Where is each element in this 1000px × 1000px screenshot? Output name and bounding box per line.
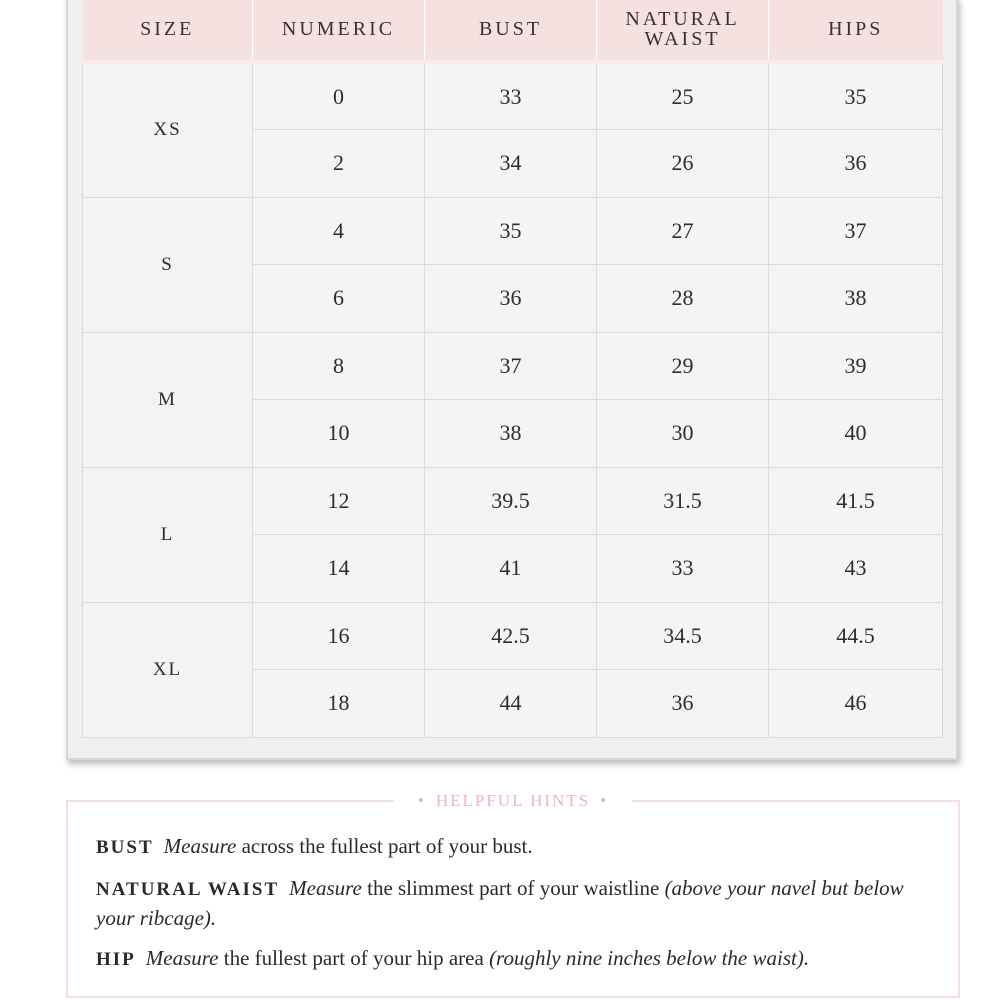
hint-note: (above your navel but below your ribcage).	[96, 876, 904, 930]
hint-note: (roughly nine inches below the waist).	[489, 946, 810, 970]
hips-cell: 37	[769, 197, 943, 265]
bust-cell: 35	[425, 197, 597, 265]
hint-hip	[96, 944, 928, 974]
waist-cell: 30	[597, 400, 769, 468]
size-label-xs: XS	[83, 62, 253, 197]
waist-cell: 26	[597, 130, 769, 198]
numeric-cell: 10	[253, 400, 425, 468]
size-chart-table	[82, 0, 943, 738]
bust-cell: 39.5	[425, 467, 597, 535]
numeric-cell: 16	[253, 602, 425, 670]
numeric-cell: 8	[253, 332, 425, 400]
header-size: SIZE	[83, 0, 253, 62]
header-numeric: NUMERIC	[253, 0, 425, 62]
waist-cell: 36	[597, 670, 769, 738]
bust-cell: 44	[425, 670, 597, 738]
hint-text: the fullest part of your hip area	[218, 946, 490, 970]
bust-cell: 41	[425, 535, 597, 603]
table-row	[83, 62, 943, 130]
header-natural-waist	[597, 0, 769, 62]
table-row	[83, 467, 943, 535]
bust-cell: 34	[425, 130, 597, 198]
waist-cell: 34.5	[597, 602, 769, 670]
size-label-s: S	[83, 197, 253, 332]
bust-cell: 38	[425, 400, 597, 468]
hint-lead: Measure	[163, 834, 237, 858]
waist-cell: 27	[597, 197, 769, 265]
header-hips: HIPS	[769, 0, 943, 62]
table-row	[83, 602, 943, 670]
waist-cell: 29	[597, 332, 769, 400]
hint-term: NATURAL WAIST	[96, 879, 280, 900]
hint-term: HIP	[96, 949, 136, 970]
hint-text: the slimmest part of your waistline	[361, 876, 665, 900]
table-row	[83, 332, 943, 400]
table-row	[83, 197, 943, 265]
hint-text: across the fullest part of your bust.	[236, 834, 533, 858]
numeric-cell: 4	[253, 197, 425, 265]
hips-cell: 44.5	[769, 602, 943, 670]
hints-title-text: HELPFUL HINTS	[435, 791, 591, 810]
hips-cell: 41.5	[769, 467, 943, 535]
numeric-cell: 14	[253, 535, 425, 603]
size-label-xl: XL	[83, 602, 253, 737]
hints-title-row	[68, 791, 958, 811]
hips-cell: 40	[769, 400, 943, 468]
numeric-cell: 18	[253, 670, 425, 738]
hints-title	[394, 791, 632, 811]
waist-cell: 31.5	[597, 467, 769, 535]
hips-cell: 46	[769, 670, 943, 738]
hips-cell: 35	[769, 62, 943, 130]
hint-term: BUST	[96, 837, 154, 858]
header-natural-waist-label: NATURAL WAIST	[625, 8, 740, 50]
helpful-hints-box	[66, 791, 960, 998]
numeric-cell: 12	[253, 467, 425, 535]
header-bust: BUST	[425, 0, 597, 62]
numeric-cell: 2	[253, 130, 425, 198]
hips-cell: 43	[769, 535, 943, 603]
bust-cell: 36	[425, 265, 597, 333]
numeric-cell: 0	[253, 62, 425, 130]
hips-cell: 36	[769, 130, 943, 198]
hips-cell: 39	[769, 332, 943, 400]
bust-cell: 33	[425, 62, 597, 130]
hint-lead: Measure	[145, 946, 219, 970]
size-chart-card	[66, 0, 958, 760]
hips-cell: 38	[769, 265, 943, 333]
size-label-l: L	[83, 467, 253, 602]
numeric-cell: 6	[253, 265, 425, 333]
hint-natural-waist	[96, 874, 928, 933]
waist-cell: 25	[597, 62, 769, 130]
bust-cell: 37	[425, 332, 597, 400]
waist-cell: 33	[597, 535, 769, 603]
hint-bust	[96, 832, 928, 862]
bullet-icon: •	[600, 791, 609, 810]
bust-cell: 42.5	[425, 602, 597, 670]
waist-cell: 28	[597, 265, 769, 333]
size-label-m: M	[83, 332, 253, 467]
bullet-icon: •	[417, 791, 426, 810]
table-body	[83, 62, 943, 737]
table-header-row	[83, 0, 943, 62]
hint-lead: Measure	[289, 876, 362, 900]
